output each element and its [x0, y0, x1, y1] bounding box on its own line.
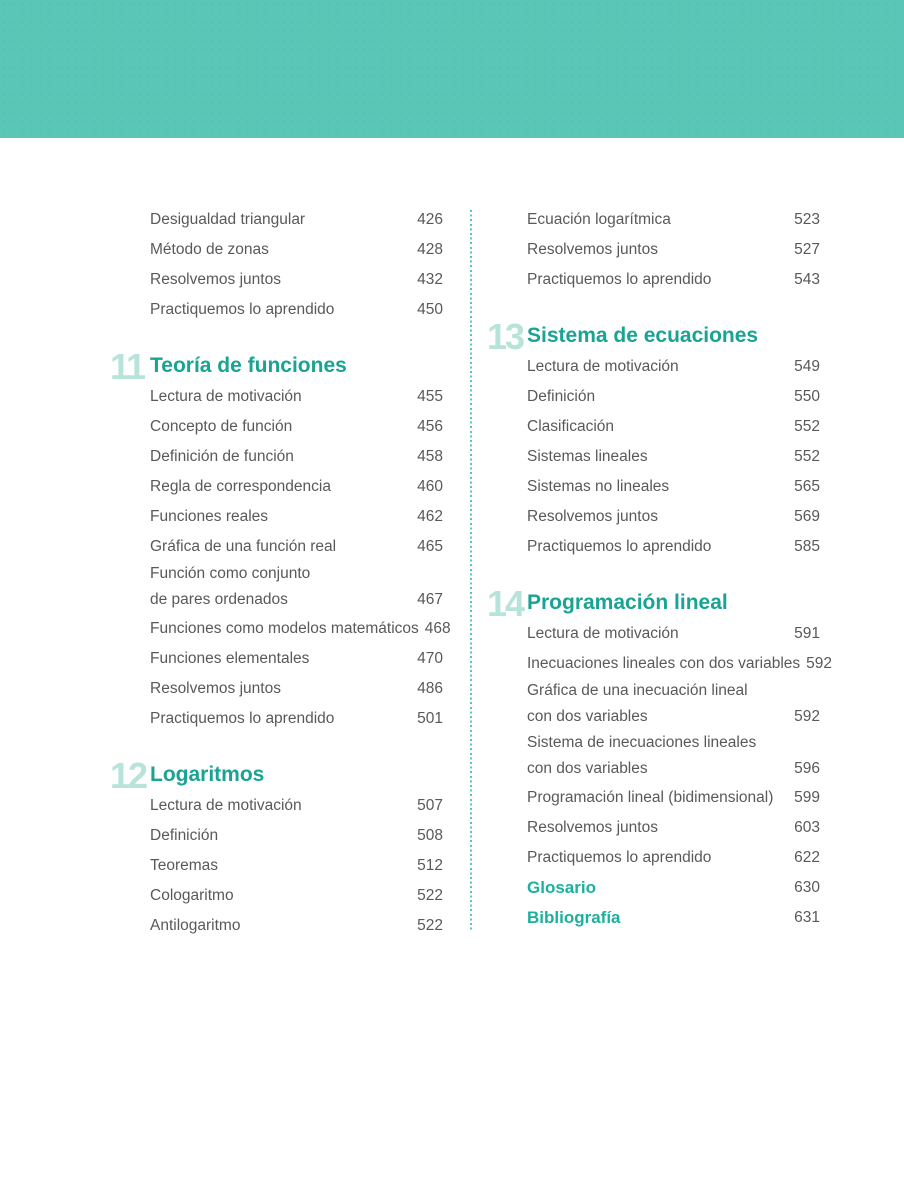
entries-group: [110, 205, 443, 325]
entry-page-number: 592: [806, 655, 833, 672]
entry-label: Funciones como modelos matemáticos: [150, 620, 419, 637]
entry-page-number: 630: [794, 879, 820, 896]
entry-page-number: 450: [417, 301, 443, 318]
toc-entry-line: [150, 562, 443, 586]
entry-label: Método de zonas: [150, 241, 269, 258]
header-band: [0, 0, 904, 138]
toc-entry-line: [527, 731, 820, 755]
entry-label: Bibliografía: [527, 908, 621, 927]
toc-entry: [110, 674, 443, 704]
entry-label: Lectura de motivación: [150, 797, 302, 814]
entry-page-number: 462: [417, 508, 443, 525]
entries-group: [487, 205, 820, 295]
entry-label: Resolvemos juntos: [150, 680, 281, 697]
toc-entry: [487, 783, 820, 813]
chapter-number: 13: [487, 316, 524, 357]
toc-entry: [487, 235, 820, 265]
entry-page-number: 465: [417, 538, 443, 555]
toc-entry: [487, 731, 820, 783]
chapter-number: 14: [487, 583, 524, 624]
toc-entry: [110, 791, 443, 821]
toc-entry: [110, 235, 443, 265]
entry-label: Resolvemos juntos: [150, 271, 281, 288]
entry-label: Clasificación: [527, 418, 615, 435]
entry-label: Antilogaritmo: [150, 917, 241, 934]
toc-entry: [487, 472, 820, 502]
chapter-header: [487, 308, 820, 357]
toc-entry: [110, 911, 443, 941]
entry-label: Regla de correspondencia: [150, 478, 331, 495]
toc-entry: [487, 532, 820, 562]
entry-label: Practiquemos lo aprendido: [527, 849, 712, 866]
chapter-title: Programación lineal: [527, 591, 728, 614]
entry-page-number: 543: [794, 271, 820, 288]
entries-group: [110, 382, 451, 734]
entry-label: Teoremas: [150, 857, 219, 874]
entry-label: con dos variables: [527, 708, 648, 725]
entry-label: Practiquemos lo aprendido: [527, 271, 712, 288]
toc-entry: [110, 382, 443, 412]
entry-label: Definición de función: [150, 448, 294, 465]
entry-page-number: 455: [417, 388, 443, 405]
toc-entry: [110, 502, 443, 532]
toc-entry: [487, 649, 833, 679]
entry-page-number: 486: [417, 680, 443, 697]
toc-entry: [487, 679, 820, 731]
toc-entry: [487, 205, 820, 235]
chapter-number: 12: [110, 755, 147, 796]
entry-page-number: 565: [794, 478, 820, 495]
toc-entry: [110, 881, 443, 911]
toc-entry: [110, 644, 443, 674]
entry-page-number: 599: [794, 789, 820, 806]
toc-entry: [110, 614, 451, 644]
entry-label: Practiquemos lo aprendido: [527, 538, 712, 555]
entry-page-number: 552: [794, 418, 820, 435]
chapter-title: Sistema de ecuaciones: [527, 324, 759, 347]
chapter-header: [110, 338, 443, 387]
entry-page-number: 432: [417, 271, 443, 288]
toc-entry: [487, 619, 820, 649]
entry-page-number: 631: [794, 909, 820, 926]
toc-entry: [487, 412, 820, 442]
toc-entry: [487, 382, 820, 412]
entry-label: Gráfica de una inecuación lineal: [527, 682, 748, 699]
entry-label: Definición: [527, 388, 596, 405]
toc-entry: [487, 903, 820, 933]
entry-label: Sistema de inecuaciones lineales: [527, 734, 757, 751]
entry-page-number: 569: [794, 508, 820, 525]
entry-page-number: 523: [794, 211, 820, 228]
toc-entry: [110, 851, 443, 881]
toc-entry: [487, 442, 820, 472]
toc-entry: [110, 472, 443, 502]
entry-label: Ecuación logarítmica: [527, 211, 671, 228]
toc-entry: [487, 352, 820, 382]
entry-page-number: 512: [417, 857, 443, 874]
chapter-header: [487, 575, 820, 624]
entry-page-number: 456: [417, 418, 443, 435]
toc-entry-line: [150, 586, 443, 614]
entry-page-number: 549: [794, 358, 820, 375]
entry-page-number: 458: [417, 448, 443, 465]
toc-entry: [487, 843, 820, 873]
entry-label: Lectura de motivación: [527, 358, 679, 375]
toc-left-column: [110, 205, 451, 941]
entry-label: Resolvemos juntos: [527, 241, 658, 258]
entry-page-number: 426: [417, 211, 443, 228]
entry-label: con dos variables: [527, 760, 648, 777]
entry-page-number: 428: [417, 241, 443, 258]
entry-label: Sistemas no lineales: [527, 478, 670, 495]
entry-page-number: 550: [794, 388, 820, 405]
toc-entry: [110, 821, 443, 851]
entry-page-number: 467: [417, 591, 443, 608]
entry-label: Practiquemos lo aprendido: [150, 710, 335, 727]
entry-label: Lectura de motivación: [150, 388, 302, 405]
chapter-title: Logaritmos: [150, 763, 265, 786]
toc-entry-line: [527, 703, 820, 731]
entry-page-number: 522: [417, 887, 443, 904]
entry-page-number: 603: [794, 819, 820, 836]
entry-label: Sistemas lineales: [527, 448, 648, 465]
entry-page-number: 468: [424, 620, 451, 637]
entry-label: de pares ordenados: [150, 591, 288, 608]
column-divider: [470, 210, 472, 932]
toc-entry: [110, 412, 443, 442]
toc-entry: [110, 442, 443, 472]
entry-label: Definición: [150, 827, 219, 844]
entry-page-number: 507: [417, 797, 443, 814]
entry-label: Glosario: [527, 878, 596, 897]
toc-entry: [487, 873, 820, 903]
toc-entry: [487, 813, 820, 843]
entries-group: [487, 619, 833, 933]
entry-label: Funciones elementales: [150, 650, 310, 667]
entries-group: [110, 791, 443, 941]
toc-entry: [110, 704, 443, 734]
entry-page-number: 460: [417, 478, 443, 495]
chapter-header: [110, 747, 443, 796]
entry-page-number: 501: [417, 710, 443, 727]
entry-page-number: 596: [794, 760, 820, 777]
entry-page-number: 591: [794, 625, 820, 642]
toc-entry: [110, 265, 443, 295]
toc-entry: [110, 295, 443, 325]
entry-label: Funciones reales: [150, 508, 269, 525]
toc-right-column: [487, 205, 833, 933]
entry-page-number: 585: [794, 538, 820, 555]
entry-page-number: 508: [417, 827, 443, 844]
entry-label: Lectura de motivación: [527, 625, 679, 642]
toc-entry: [110, 562, 443, 614]
toc-entry: [487, 265, 820, 295]
toc-entry: [487, 502, 820, 532]
entry-page-number: 527: [794, 241, 820, 258]
entry-label: Desigualdad triangular: [150, 211, 306, 228]
entry-label: Gráfica de una función real: [150, 538, 337, 555]
entry-label: Función como conjunto: [150, 565, 311, 582]
toc-entry: [110, 532, 443, 562]
entry-page-number: 592: [794, 708, 820, 725]
entry-label: Concepto de función: [150, 418, 293, 435]
entry-label: Resolvemos juntos: [527, 819, 658, 836]
toc-entry: [110, 205, 443, 235]
entry-label: Programación lineal (bidimensional): [527, 789, 774, 806]
entry-page-number: 552: [794, 448, 820, 465]
entry-page-number: 470: [417, 650, 443, 667]
entry-label: Resolvemos juntos: [527, 508, 658, 525]
entry-label: Inecuaciones lineales con dos variables: [527, 655, 801, 672]
entry-label: Practiquemos lo aprendido: [150, 301, 335, 318]
chapter-title: Teoría de funciones: [150, 354, 347, 377]
entry-page-number: 622: [794, 849, 820, 866]
entry-page-number: 522: [417, 917, 443, 934]
entry-label: Cologaritmo: [150, 887, 234, 904]
entries-group: [487, 352, 820, 562]
chapter-number: 11: [110, 346, 145, 387]
toc-entry-line: [527, 755, 820, 783]
toc-entry-line: [527, 679, 820, 703]
